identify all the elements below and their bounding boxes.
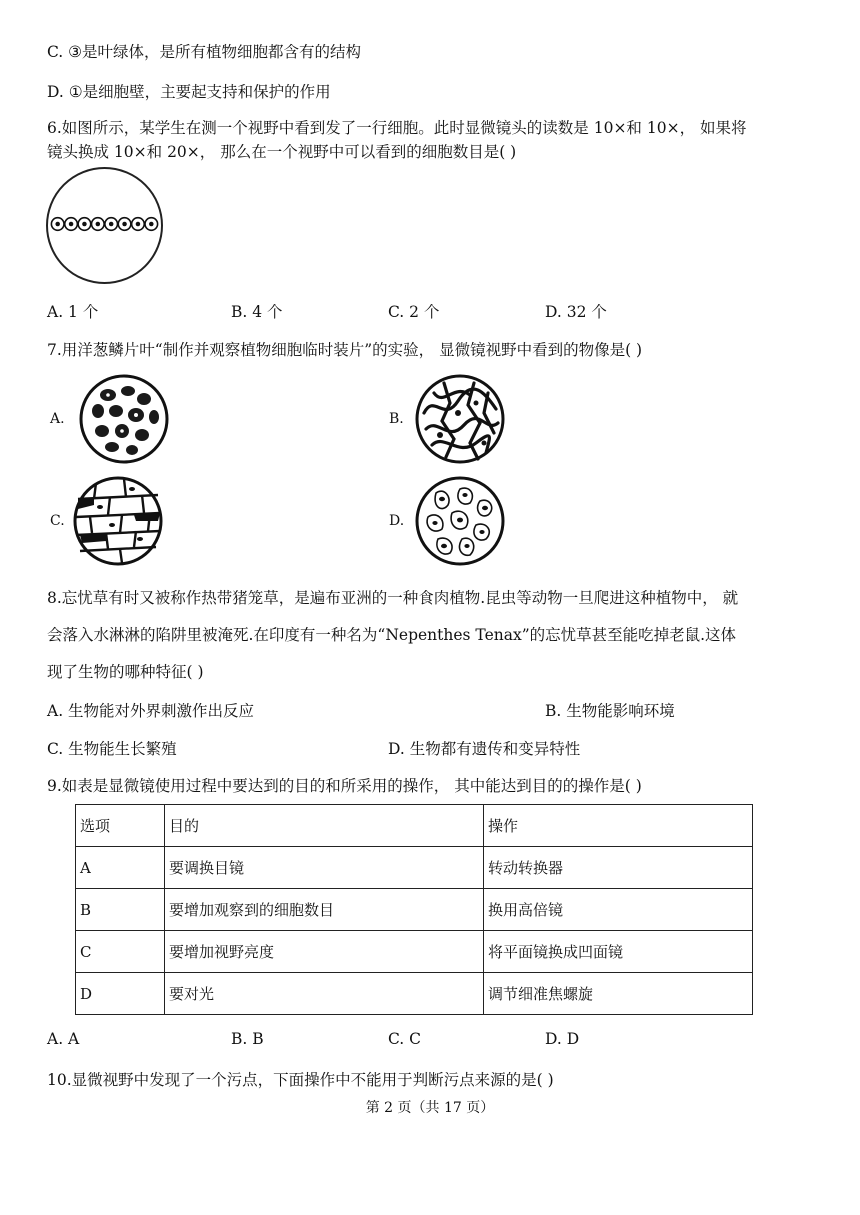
- q10-stem: 10.显微视野中发现了一个污点，下面操作中不能用于判断污点来源的是( ): [47, 1071, 554, 1089]
- cell-icon: [92, 218, 105, 231]
- q9-option-a: A. A: [47, 1030, 80, 1048]
- q8-stem-line3: 现了生物的哪种特征( ): [47, 663, 204, 681]
- cell-icon: [132, 218, 145, 231]
- table-row: [76, 973, 753, 1015]
- q8-option-d: D. 生物都有遗传和变异特性: [388, 740, 581, 758]
- q8-stem-line2: 会落入水淋淋的陷阱里被淹死.在印度有一种名为“Nepenthes Tenax”的忘忧草甚至能吃掉老鼠.这体: [47, 626, 737, 644]
- microscope-field-figure: [46, 167, 163, 284]
- table-cell: 转动转换器: [484, 847, 753, 889]
- q6-stem-line1: 6.如图所示，某学生在测一个视野中看到发了一行细胞。此时显微镜头的读数是 10×和 10×， 如果将: [47, 119, 747, 137]
- table-header-cell: 选项: [76, 805, 165, 847]
- table-header-cell: 目的: [165, 805, 484, 847]
- tangled-cells-micrograph-icon: [414, 373, 506, 465]
- q9-stem: 9.如表是显微镜使用过程中要达到的目的和所采用的操作， 其中能达到目的的操作是( ): [47, 777, 642, 795]
- table-row: [76, 847, 753, 889]
- q7-label-d: D.: [389, 513, 405, 529]
- round-cells-micrograph-icon: [78, 373, 170, 465]
- table-cell: 要调换目镜: [165, 847, 484, 889]
- q5-option-d: D. ①是细胞壁，主要起支持和保护的作用: [47, 83, 331, 101]
- table-cell: D: [76, 973, 165, 1015]
- table-cell: B: [76, 889, 165, 931]
- page-number-footer: 第 2 页（共 17 页）: [365, 1100, 495, 1116]
- table-cell: C: [76, 931, 165, 973]
- q7-stem: 7.用洋葱鳞片叶“制作并观察植物细胞临时装片”的实验， 显微镜视野中看到的物像是( ): [47, 341, 643, 359]
- q8-option-c: C. 生物能生长繁殖: [47, 740, 177, 758]
- table-cell: 将平面镜换成凹面镜: [484, 931, 753, 973]
- q9-option-b: B. B: [231, 1030, 264, 1048]
- irregular-cells-micrograph-icon: [414, 475, 506, 567]
- q7-label-a: A.: [50, 411, 65, 427]
- cell-row-figure: [48, 169, 161, 282]
- q9-table: [75, 804, 753, 1015]
- table-cell: 要增加观察到的细胞数目: [165, 889, 484, 931]
- cell-icon: [78, 218, 91, 231]
- q8-option-b: B. 生物能影响环境: [545, 702, 675, 720]
- cell-icon: [145, 218, 158, 231]
- table-header-cell: 操作: [484, 805, 753, 847]
- onion-epidermis-micrograph-icon: [72, 475, 164, 567]
- table-cell: A: [76, 847, 165, 889]
- table-cell: 调节细准焦螺旋: [484, 973, 753, 1015]
- q9-option-c: C. C: [388, 1030, 422, 1048]
- table-cell: 要对光: [165, 973, 484, 1015]
- q8-option-a: A. 生物能对外界刺激作出反应: [47, 702, 255, 720]
- table-row: [76, 889, 753, 931]
- cell-icon: [118, 218, 131, 231]
- table-header-row: [76, 805, 753, 847]
- table-cell: 要增加视野亮度: [165, 931, 484, 973]
- cell-icon: [105, 218, 118, 231]
- q6-option-a: A. 1 个: [47, 303, 99, 321]
- table-cell: 换用高倍镜: [484, 889, 753, 931]
- cell-icon: [65, 218, 78, 231]
- q9-option-d: D. D: [545, 1030, 580, 1048]
- q7-label-c: C.: [50, 513, 65, 529]
- q6-option-c: C. 2 个: [388, 303, 440, 321]
- q6-stem-line2: 镜头换成 10×和 20×， 那么在一个视野中可以看到的细胞数目是( ): [47, 143, 517, 161]
- cell-icon: [51, 218, 64, 231]
- q5-option-c: C. ③是叶绿体，是所有植物细胞都含有的结构: [47, 43, 362, 61]
- q6-option-b: B. 4 个: [231, 303, 283, 321]
- q6-option-d: D. 32 个: [545, 303, 607, 321]
- table-row: [76, 931, 753, 973]
- q8-stem-line1: 8.忘忧草有时又被称作热带猪笼草，是遍布亚洲的一种食肉植物.昆虫等动物一旦爬进这种植物中， 就: [47, 589, 739, 607]
- q7-label-b: B.: [389, 411, 404, 427]
